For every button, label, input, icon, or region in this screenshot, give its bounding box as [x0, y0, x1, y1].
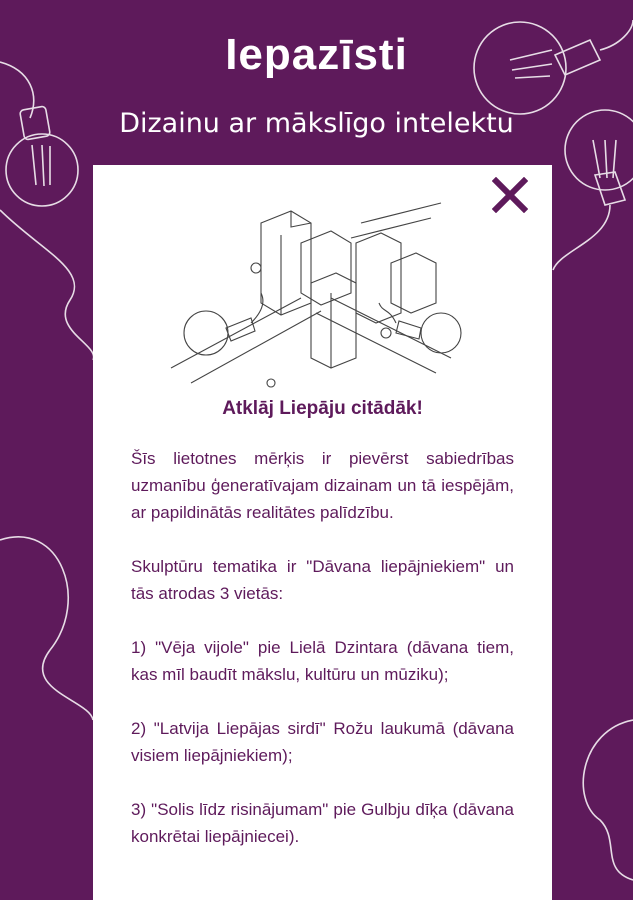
info-dialog [93, 165, 552, 900]
location-item-1: 1) "Vēja vijole" pie Lielā Dzintara (dāvana tiem, kas mīl baudīt mākslu, kultūru un mūziku); [131, 638, 514, 684]
close-x-icon [492, 177, 528, 213]
dialog-heading: Atklāj Liepāju citādāk! [222, 398, 423, 419]
dialog-body [131, 445, 514, 877]
intro-paragraph: Šīs lietotnes mērķis ir pievērst sabiedrības uzmanību ģeneratīvajam dizainam un tā iespējām, ar papildinātās realitātes palīdzību. [131, 449, 514, 522]
location-item-3: 3) "Solis līdz risinājumam" pie Gulbju dīķa (dāvana konkrētai liepājniecei). [131, 800, 514, 846]
city-illustration [151, 183, 481, 393]
page-title: Iepazīsti [225, 30, 408, 79]
page-subtitle: Dizainu ar mākslīgo intelektu [119, 108, 514, 139]
close-button[interactable] [492, 177, 528, 213]
theme-paragraph: Skulptūru tematika ir "Dāvana liepājniekiem" un tās atrodas 3 vietās: [131, 557, 514, 603]
location-item-2: 2) "Latvija Liepājas sirdī" Rožu laukumā (dāvana visiem liepājniekiem); [131, 719, 514, 765]
